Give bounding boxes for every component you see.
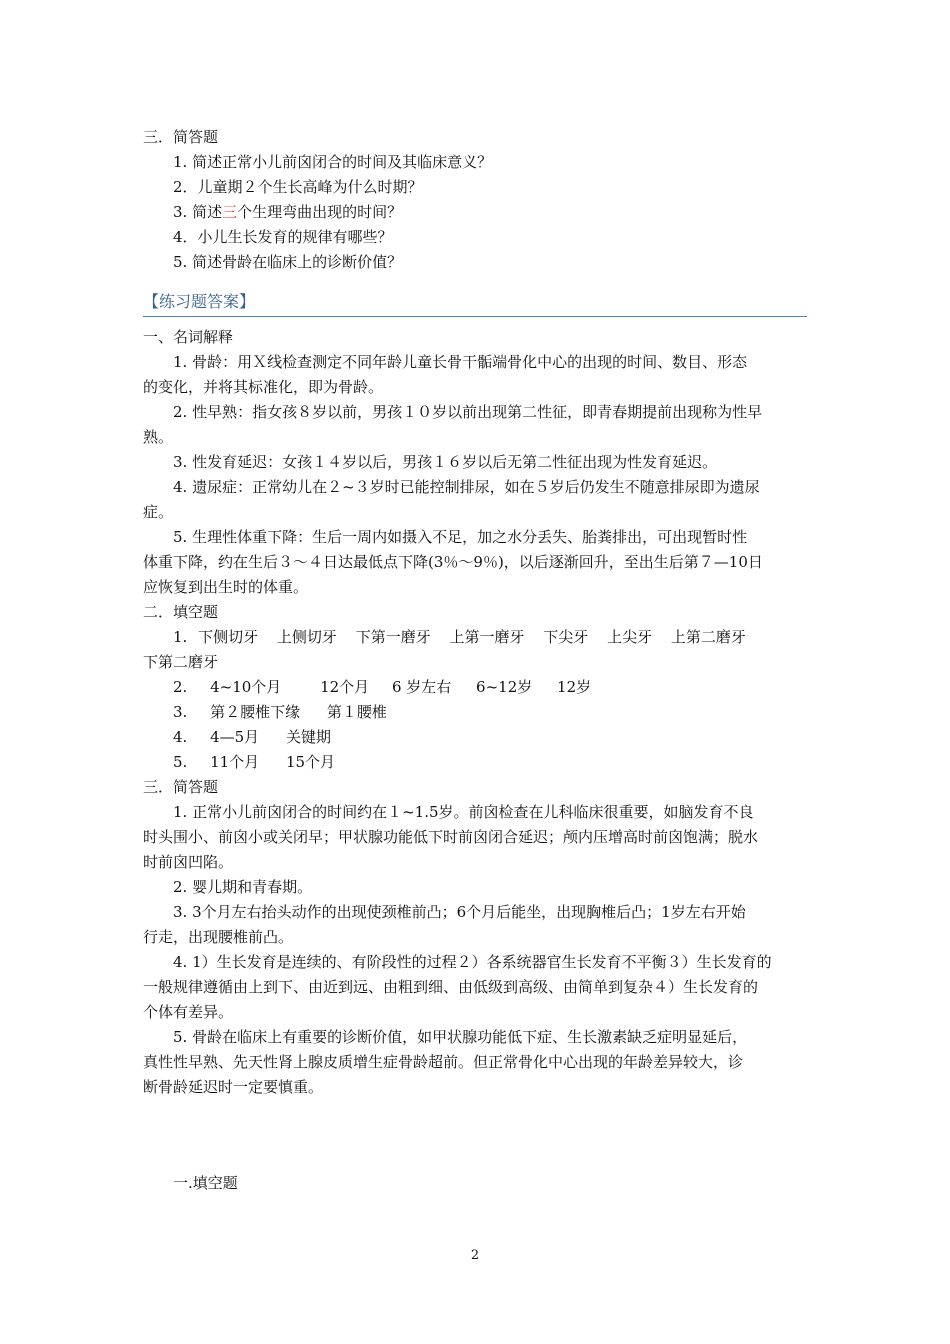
answer-5-line-3: 断骨龄延迟时一定要慎重。 <box>143 1078 324 1096</box>
fill-answer: 上侧切牙 <box>276 628 337 646</box>
fill-answer: 4~10个月 <box>210 678 282 696</box>
fill-answer: 第２腰椎下缘 <box>210 703 301 721</box>
question-1: 1. 简述正常小儿前囟闭合的时间及其临床意义？ <box>173 153 493 171</box>
fill-row-4 <box>173 726 331 748</box>
question-2: 2．儿童期２个生长高峰为什么时期？ <box>173 178 423 196</box>
answer-1-line-2: 时头围小、前囟小或关闭早；甲状腺功能低下时前囟闭合延迟；颅内压增高时前囟饱满；脱水 <box>143 828 759 846</box>
fill-row-3-number: 3. <box>173 703 188 721</box>
fill-answer: 12个月 <box>320 678 370 696</box>
answers-title: 【练习题答案】 <box>143 292 256 311</box>
term-5-line-1: 5. 生理性体重下降：生后一周内如摄入不足，加之水分丢失、胎粪排出，可出现暂时性 <box>173 528 748 546</box>
question-4: 4．小儿生长发育的规律有哪些？ <box>173 228 393 246</box>
answer-5-line-1: 5. 骨龄在临床上有重要的诊断价值，如甲状腺功能低下症、生长激素缺乏症明显延后， <box>173 1028 748 1046</box>
term-3: 3. 性发育延迟：女孩１４岁以后，男孩１６岁以后无第二性征出现为性发育延迟。 <box>173 453 718 471</box>
fill-answer: 6 岁左右 <box>391 678 452 696</box>
question-3-highlight: 三 <box>222 203 238 221</box>
question-5: 5. 简述骨龄在临床上的诊断价值？ <box>173 253 403 271</box>
question-3-part-b: 个生理弯曲出现的时间？ <box>237 203 403 221</box>
term-2-line-2: 熟。 <box>143 428 174 446</box>
fill-row-1 <box>173 626 746 648</box>
fill-answer: 上第一磨牙 <box>449 628 525 646</box>
fill-answer: 下尖牙 <box>543 628 589 646</box>
short-answer-heading: 三．简答题 <box>143 778 219 796</box>
page-number: 2 <box>470 1248 480 1263</box>
question-3-part-a: 3. 简述 <box>173 203 223 221</box>
fill-row-3 <box>173 701 387 723</box>
fill-row-4-number: 4. <box>173 728 188 746</box>
answer-4-line-2: 一般规律遵循由上到下、由近到远、由粗到细、由低级到高级、由简单到复杂４）生长发育的 <box>143 978 759 996</box>
term-4-line-1: 4. 遗尿症：正常幼儿在２~３岁时已能控制排尿，如在５岁后仍发生不随意排尿即为遗尿 <box>173 478 760 496</box>
term-2-line-1: 2. 性早熟：指女孩８岁以前，男孩１０岁以前出现第二性征，即青春期提前出现称为性早 <box>173 403 763 421</box>
fill-heading: 二．填空题 <box>143 603 219 621</box>
term-5-line-3: 应恢复到出生时的体重。 <box>143 578 309 596</box>
section-heading: 三．简答题 <box>143 128 219 146</box>
title-rule <box>143 316 807 317</box>
answer-3-line-2: 行走，出现腰椎前凸。 <box>143 928 294 946</box>
next-section-heading: 一.填空题 <box>173 1174 238 1192</box>
fill-answer: 6~12岁 <box>476 678 533 696</box>
answer-5-line-2: 真性性早熟、先天性肾上腺皮质增生症骨龄超前。但正常骨化中心出现的年龄差异较大，诊 <box>143 1053 744 1071</box>
fill-answer: 15个月 <box>285 753 336 771</box>
fill-answer: 第１腰椎 <box>326 703 387 721</box>
fill-answer: 下第一磨牙 <box>355 628 431 646</box>
fill-row-5-number: 5. <box>173 753 188 771</box>
answer-1-line-1: 1. 正常小儿前囟闭合的时间约在１~1.5岁。前囟检查在儿科临床很重要，如脑发育不良 <box>173 803 754 821</box>
answer-1-line-3: 时前囟凹陷。 <box>143 853 234 871</box>
answer-2: 2. 婴儿期和青春期。 <box>173 878 313 896</box>
answer-4-line-1: 4. 1）生长发育是连续的、有阶段性的过程２）各系统器官生长发育不平衡３）生长发育的 <box>173 953 772 971</box>
fill-answer: 下侧切牙 <box>198 628 259 646</box>
term-4-line-2: 症。 <box>143 503 174 521</box>
fill-row-1-continuation: 下第二磨牙 <box>143 653 219 671</box>
term-1-line-2: 的变化，并将其标准化，即为骨龄。 <box>143 378 384 396</box>
fill-answer: 关键期 <box>285 728 331 746</box>
fill-answer: 11个月 <box>210 753 260 771</box>
fill-row-1-number: 1. <box>173 628 188 646</box>
fill-row-2 <box>173 676 591 698</box>
fill-answer: 4—5月 <box>210 728 260 746</box>
fill-row-5 <box>173 751 335 773</box>
term-5-line-2: 体重下降，约在生后３～４日达最低点下降(3％～9％)，以后逐渐回升，至出生后第７—10日 <box>143 553 763 571</box>
terms-heading: 一、名词解释 <box>143 328 234 346</box>
fill-answer: 上第二磨牙 <box>670 628 746 646</box>
answer-4-line-3: 个体有差异。 <box>143 1003 234 1021</box>
fill-answer: 上尖牙 <box>607 628 653 646</box>
term-1-line-1: 1. 骨龄：用Ｘ线检查测定不同年龄儿童长骨干骺端骨化中心的出现的时间、数目、形态 <box>173 353 748 371</box>
fill-row-2-number: 2. <box>173 678 188 696</box>
question-3 <box>173 201 402 223</box>
answer-3-line-1: 3. 3个月左右抬头动作的出现使颈椎前凸；6个月后能坐，出现胸椎后凸；1岁左右开始 <box>173 903 746 921</box>
fill-answer: 12岁 <box>557 678 592 696</box>
